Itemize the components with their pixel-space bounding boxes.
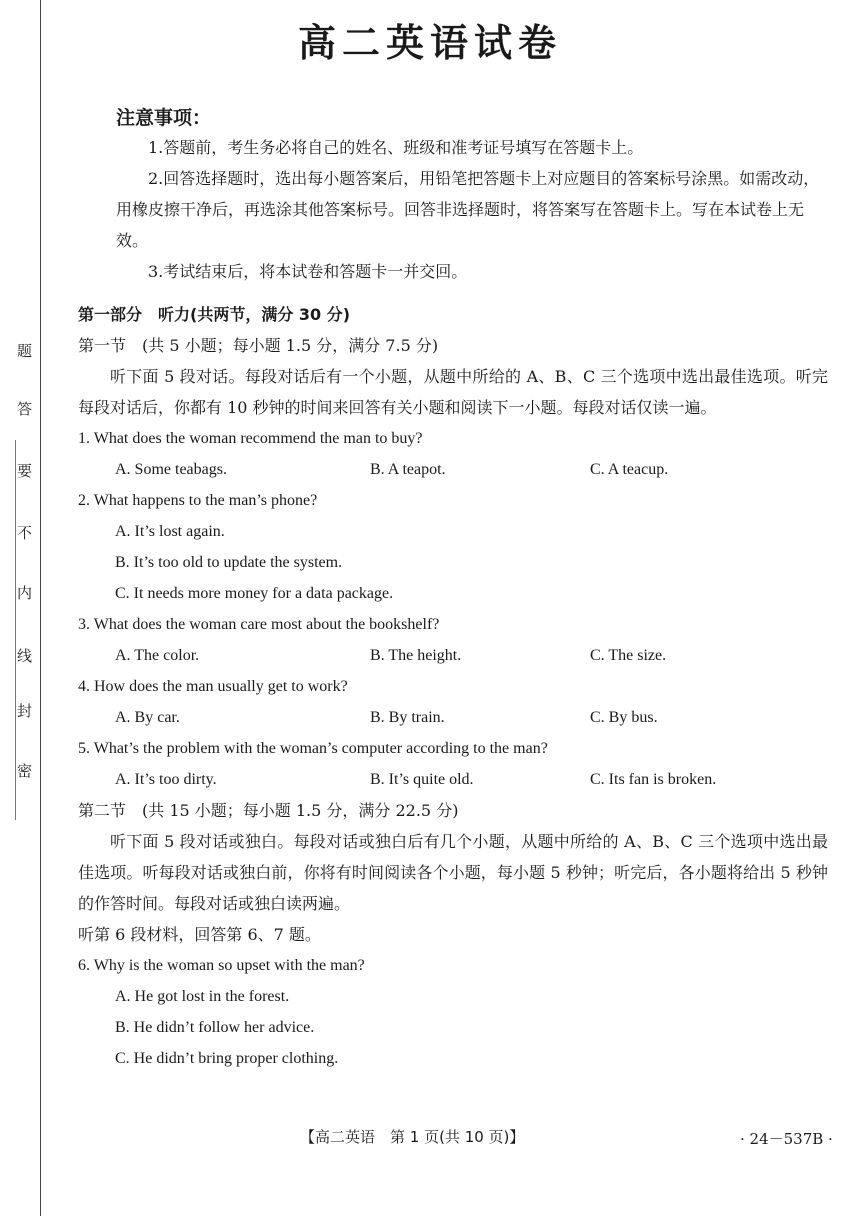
option: A. He got lost in the forest.: [115, 988, 290, 1005]
option: A. It’s too dirty.: [115, 771, 217, 788]
option-row: [78, 640, 828, 671]
option: B. It’s quite old.: [370, 771, 474, 788]
option: B. By train.: [370, 709, 445, 726]
section1-heading: 第一节 (共 5 小题；每小题 1.5 分，满分 7.5 分): [78, 336, 439, 355]
section1-instructions: 听下面 5 段对话。每段对话后有一个小题，从题中所给的 A、B、C 三个选项中选出最佳选项。听完每段对话后，你都有 10 秒钟的时间来回答有关小题和阅读下一小题。每段对话仅读一遍。: [78, 367, 828, 417]
binding-line: [15, 440, 16, 820]
option: C. The size.: [590, 647, 667, 664]
seal-char: 线: [17, 647, 33, 665]
notice-item: 3.考试结束后，将本试卷和答题卡一并交回。: [148, 262, 468, 281]
question-stem: 6. Why is the woman so upset with the man?: [78, 957, 365, 974]
question-stem: 1. What does the woman recommend the man to buy?: [78, 430, 423, 447]
seal-char: 内: [17, 584, 33, 602]
option: B. It’s too old to update the system.: [115, 554, 343, 571]
notice-title: 注意事项：: [116, 107, 212, 129]
seal-char: 封: [17, 702, 33, 720]
option-row: [78, 454, 828, 485]
notice-item: 1.答题前，考生务必将自己的姓名、班级和准考证号填写在答题卡上。: [148, 138, 644, 157]
page-number: 【高二英语 第 1 页(共 10 页)】: [300, 1128, 525, 1146]
option-row: [78, 764, 828, 795]
question-stem: 2. What happens to the man’s phone?: [78, 492, 318, 509]
question-stem: 4. How does the man usually get to work?: [78, 678, 348, 695]
seal-char: 题: [17, 342, 33, 360]
option-row: [78, 702, 828, 733]
notice-item: 2.回答选择题时，选出每小题答案后，用铅笔把答题卡上对应题目的答案标号涂黑。如需改动，用橡皮擦干净后，再选涂其他答案标号。回答非选择题时，将答案写在答题卡上。写在本试卷上无效。: [116, 169, 820, 250]
seal-char: 不: [17, 524, 33, 542]
option: A. The color.: [115, 647, 200, 664]
page-title: 高二英语试卷: [297, 21, 562, 65]
margin-rule: [40, 0, 41, 1216]
exam-content: [78, 104, 828, 1074]
question-stem: 3. What does the woman care most about the bookshelf?: [78, 616, 440, 633]
section2-instructions: 听下面 5 段对话或独白。每段对话或独白后有几个小题，从题中所给的 A、B、C 三个选项中选出最佳选项。听每段对话或独白前，你将有时间阅读各个小题，每小题 5 秒钟；听完后，各小题将给出 5 秒钟的作答时间。每段对话或独白读两遍。: [78, 832, 828, 913]
option: A. Some teabags.: [115, 461, 227, 478]
option: A. By car.: [115, 709, 180, 726]
option: C. Its fan is broken.: [590, 771, 717, 788]
part1-heading: 第一部分 听力(共两节，满分 30 分): [78, 305, 351, 324]
option: B. The height.: [370, 647, 462, 664]
option: C. He didn’t bring proper clothing.: [115, 1050, 339, 1067]
option: C. By bus.: [590, 709, 658, 726]
option: C. It needs more money for a data package.: [115, 585, 394, 602]
option: B. He didn’t follow her advice.: [115, 1019, 315, 1036]
option: A. It’s lost again.: [115, 523, 225, 540]
material-note: 听第 6 段材料，回答第 6、7 题。: [78, 925, 321, 944]
option: B. A teapot.: [370, 461, 446, 478]
seal-char: 密: [17, 762, 33, 780]
seal-char: 要: [17, 462, 33, 480]
question-stem: 5. What’s the problem with the woman’s computer according to the man?: [78, 740, 548, 757]
seal-char: 答: [17, 400, 33, 418]
exam-code: · 24－537B ·: [740, 1130, 833, 1148]
option: C. A teacup.: [590, 461, 669, 478]
section2-heading: 第二节 (共 15 小题；每小题 1.5 分，满分 22.5 分): [78, 801, 459, 820]
